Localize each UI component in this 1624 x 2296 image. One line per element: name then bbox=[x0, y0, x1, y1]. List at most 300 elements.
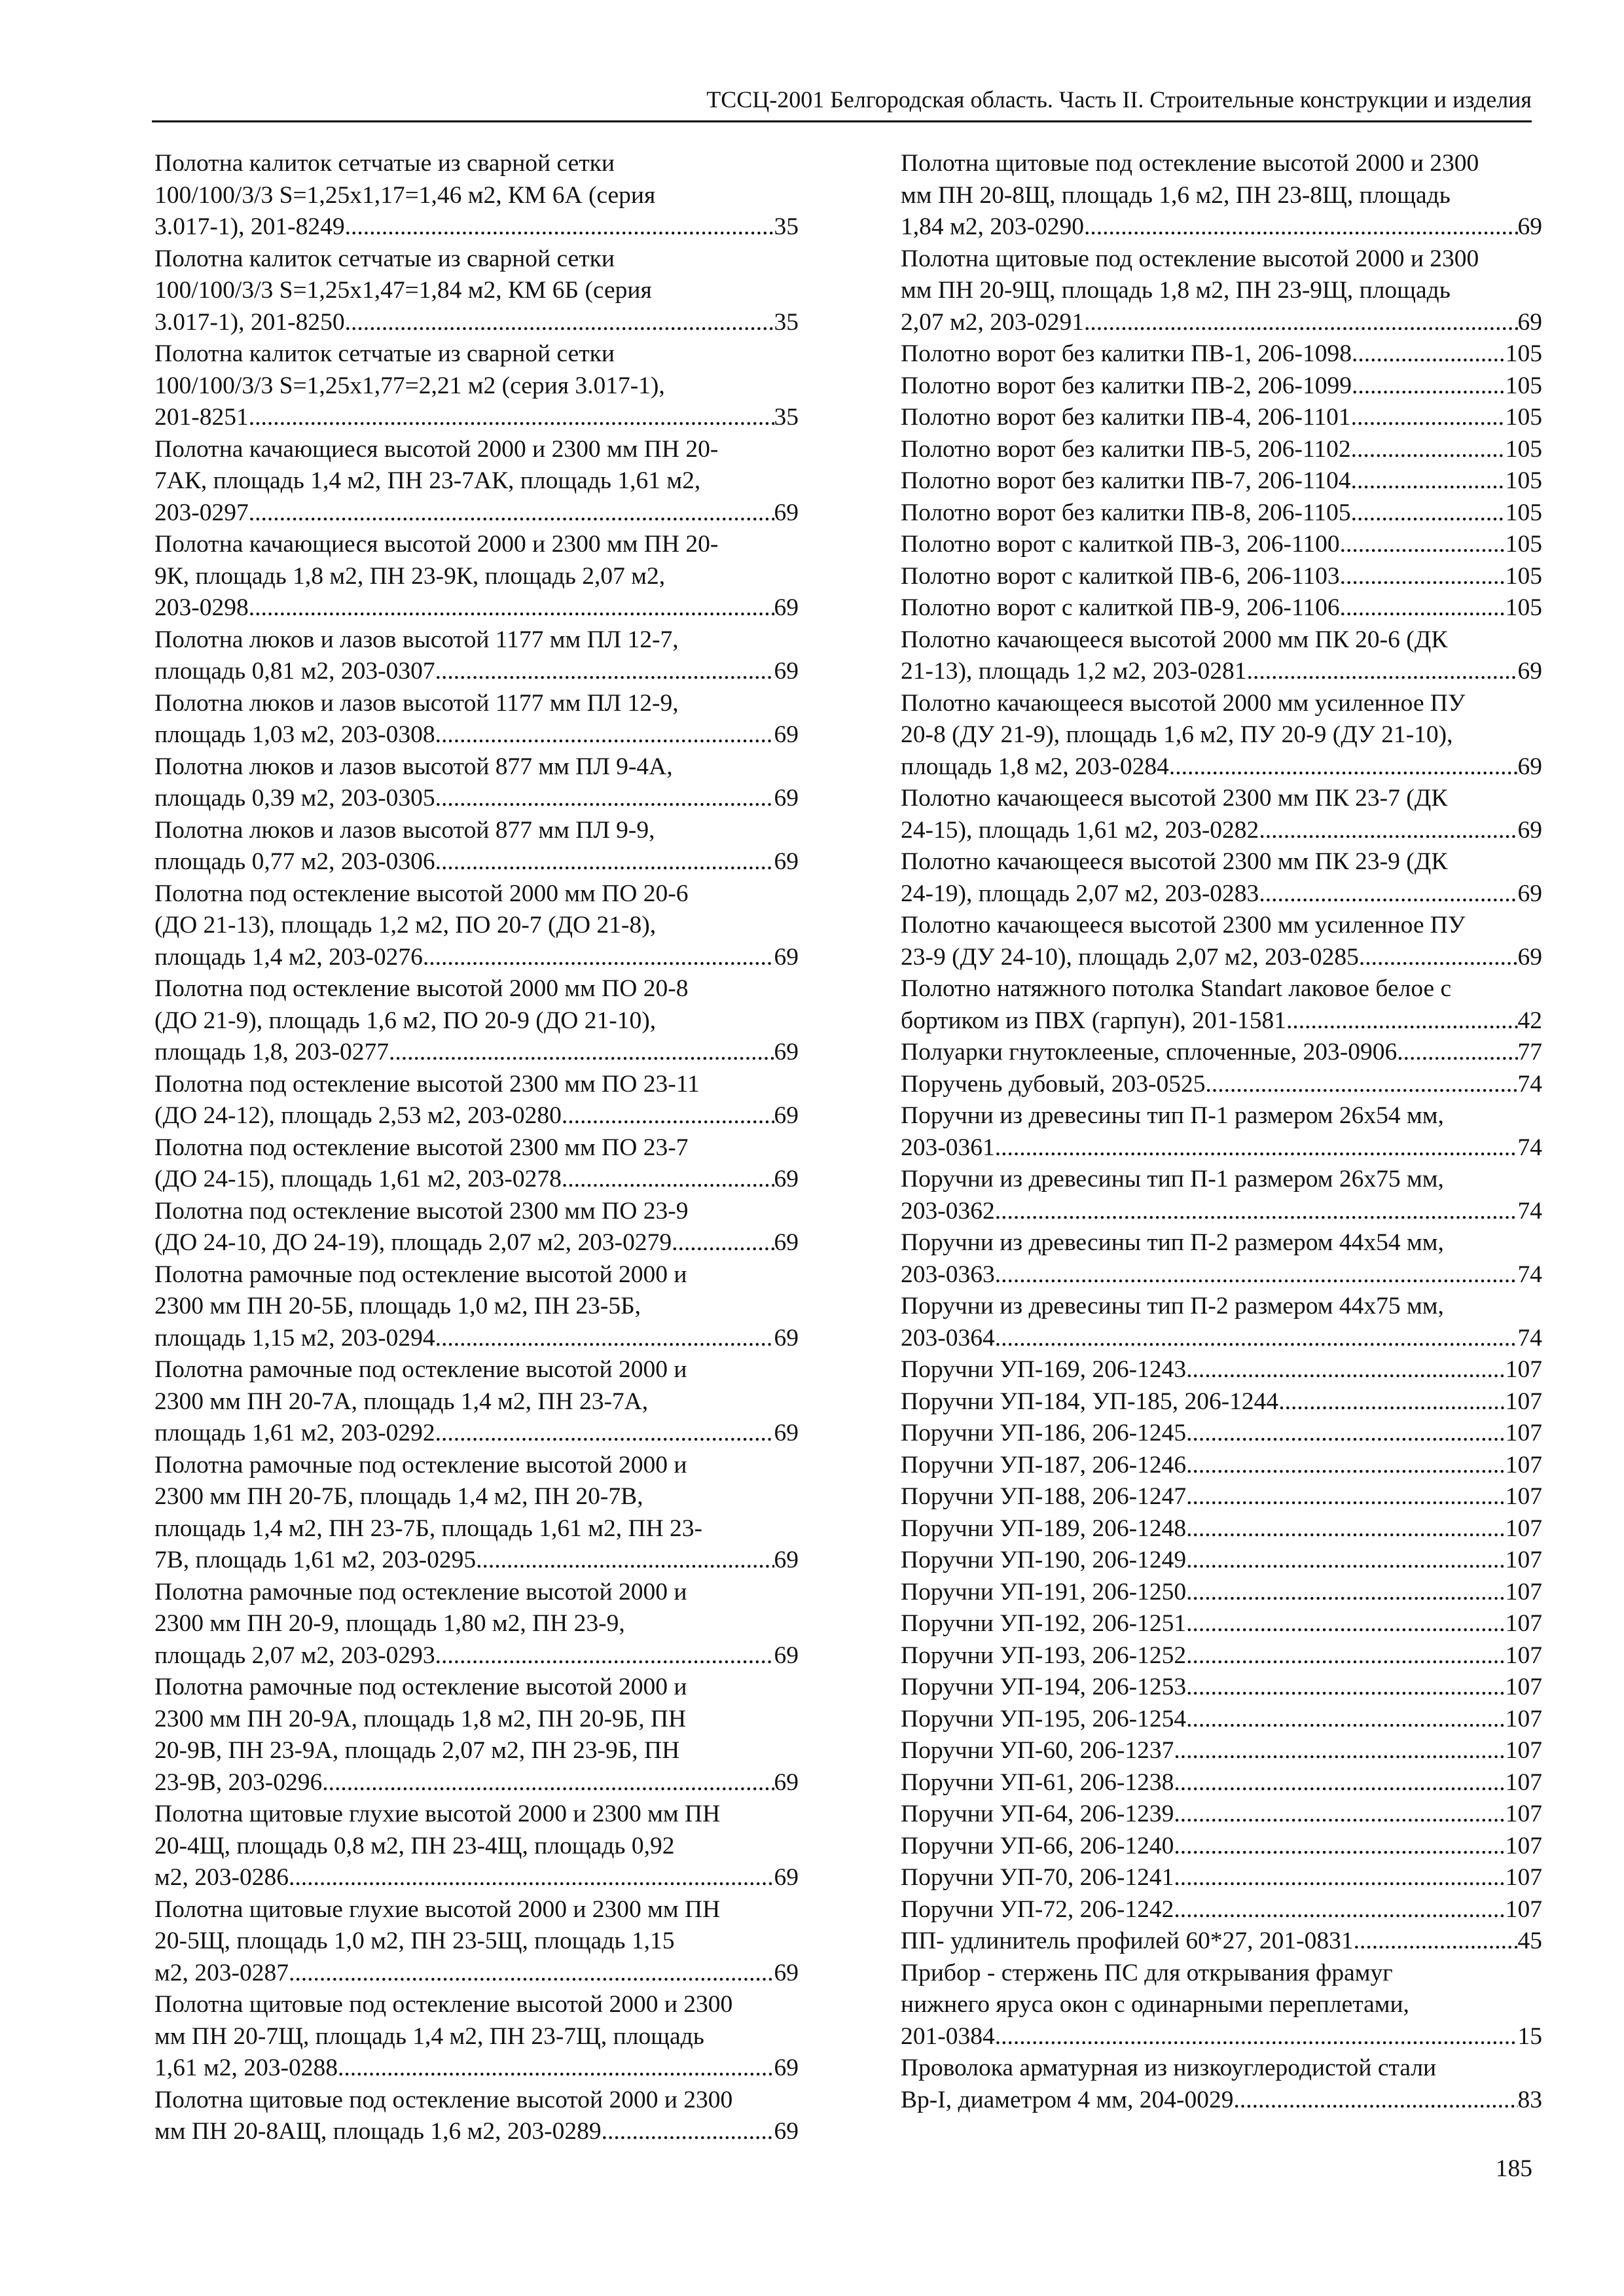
entry-line: Прибор - стержень ПС для открывания фрамуг bbox=[901, 1959, 1393, 1986]
entry-line: 20-9В, ПН 23-9А, площадь 2,07 м2, ПН 23-9Б, ПН bbox=[154, 1737, 680, 1764]
dot-leader bbox=[1174, 1831, 1505, 1863]
index-entry bbox=[901, 1481, 1542, 1513]
index-entry bbox=[154, 434, 799, 529]
page-reference: 107 bbox=[1505, 1547, 1542, 1573]
entry-last-line bbox=[154, 402, 799, 434]
entry-text: Поручни УП-186, 206-1245 bbox=[901, 1420, 1187, 1446]
index-entry bbox=[901, 1577, 1542, 1609]
dot-leader bbox=[435, 846, 774, 878]
dot-leader bbox=[345, 307, 774, 339]
entry-line: Полотна качающиеся высотой 2000 и 2300 мм ПН 20- bbox=[154, 531, 719, 558]
running-header bbox=[152, 84, 1532, 122]
entry-line: Полотна рамочные под остекление высотой 2000 и bbox=[154, 1261, 687, 1288]
dot-leader bbox=[249, 402, 774, 434]
entry-last-line bbox=[154, 2053, 799, 2085]
index-entry bbox=[901, 624, 1542, 688]
entry-last-line bbox=[901, 1132, 1542, 1164]
entry-text: площадь 2,07 м2, 203-0293 bbox=[154, 1641, 435, 1669]
entry-last-line bbox=[901, 878, 1542, 910]
page-number: 185 bbox=[1495, 2155, 1532, 2182]
dot-leader bbox=[1352, 338, 1506, 370]
dot-leader bbox=[1186, 1354, 1506, 1386]
dot-leader bbox=[562, 1100, 774, 1132]
entry-text: площадь 1,8 м2, 203-0284 bbox=[901, 753, 1169, 780]
entry-text: 1,84 м2, 203-0290 bbox=[901, 213, 1084, 240]
dot-leader bbox=[1186, 1513, 1506, 1545]
entry-last-line bbox=[901, 1799, 1542, 1831]
page-reference: 107 bbox=[1505, 1515, 1542, 1542]
page-reference: 69 bbox=[774, 1768, 799, 1796]
entry-last-line bbox=[154, 1418, 799, 1450]
entry-last-line bbox=[901, 1481, 1542, 1513]
dot-leader bbox=[1259, 815, 1517, 847]
entry-line: Полотна рамочные под остекление высотой 2000 и bbox=[154, 1578, 687, 1605]
entry-text: Полотно ворот без калитки ПВ-1, 206-1098 bbox=[901, 340, 1352, 367]
index-entry bbox=[154, 1577, 799, 1672]
dot-leader bbox=[1174, 1767, 1505, 1799]
page-reference: 69 bbox=[774, 1102, 799, 1129]
index-column-right bbox=[901, 148, 1542, 2116]
entry-text: Поручни УП-72, 206-1242 bbox=[901, 1895, 1174, 1923]
entry-text: площадь 1,61 м2, 203-0292 bbox=[154, 1420, 435, 1446]
entry-line: Полотна щитовые под остекление высотой 2000 и 2300 bbox=[154, 2086, 733, 2113]
index-entry bbox=[901, 1640, 1542, 1672]
page-reference: 69 bbox=[1517, 943, 1542, 971]
entry-last-line bbox=[154, 307, 799, 339]
index-entry bbox=[154, 815, 799, 878]
page-reference: 77 bbox=[1517, 1039, 1542, 1066]
entry-text: 203-0297 bbox=[154, 499, 249, 526]
page-reference: 107 bbox=[1505, 1356, 1542, 1383]
dot-leader bbox=[1186, 1418, 1506, 1450]
page-reference: 69 bbox=[1517, 753, 1542, 780]
entry-line: Полотна под остекление высотой 2300 мм ПО 23-9 bbox=[154, 1197, 689, 1225]
entry-last-line bbox=[901, 307, 1542, 339]
entry-line: 2300 мм ПН 20-7А, площадь 1,4 м2, ПН 23-7А, bbox=[154, 1388, 649, 1415]
index-entry bbox=[901, 973, 1542, 1037]
entry-line: Полотна рамочные под остекление высотой 2000 и bbox=[154, 1356, 687, 1383]
entry-text: Полотно ворот без калитки ПВ-8, 206-1105 bbox=[901, 499, 1351, 526]
page-reference: 107 bbox=[1505, 1832, 1542, 1859]
entry-line: Полотна щитовые под остекление высотой 2000 и 2300 bbox=[901, 150, 1479, 177]
index-entry bbox=[901, 1735, 1542, 1767]
page-reference: 107 bbox=[1505, 1610, 1542, 1637]
page-reference: 69 bbox=[774, 943, 799, 971]
entry-last-line bbox=[901, 1704, 1542, 1736]
entry-text: Поручень дубовый, 203-0525 bbox=[901, 1070, 1206, 1098]
page-reference: 107 bbox=[1505, 1388, 1542, 1415]
page-reference: 69 bbox=[774, 499, 799, 526]
entry-line: 2300 мм ПН 20-5Б, площадь 1,0 м2, ПН 23-5Б, bbox=[154, 1293, 641, 1319]
entry-line: Полотна щитовые под остекление высотой 2000 и 2300 bbox=[154, 1991, 733, 2018]
entry-text: 203-0363 bbox=[901, 1261, 995, 1288]
entry-last-line bbox=[154, 1767, 799, 1799]
entry-text: Поручни УП-61, 206-1238 bbox=[901, 1768, 1174, 1796]
page-reference: 107 bbox=[1505, 1483, 1542, 1510]
entry-last-line bbox=[901, 402, 1542, 434]
dot-leader bbox=[1351, 402, 1506, 434]
entry-line: Полотна люков и лазов высотой 1177 мм ПЛ 12-7, bbox=[154, 626, 679, 653]
entry-last-line bbox=[901, 1513, 1542, 1545]
index-entry bbox=[901, 497, 1542, 529]
entry-text: Поручни УП-193, 206-1252 bbox=[901, 1641, 1187, 1669]
page-reference: 69 bbox=[774, 2118, 799, 2145]
index-entry bbox=[154, 243, 799, 339]
entry-text: Полотно ворот без калитки ПВ-2, 206-1099 bbox=[901, 372, 1352, 399]
entry-line: Полотно натяжного потолка Standart лаковое белое с bbox=[901, 975, 1452, 1002]
dot-leader bbox=[1359, 942, 1518, 974]
entry-text: мм ПН 20-8АЩ, площадь 1,6 м2, 203-0289 bbox=[154, 2118, 602, 2145]
entry-line: Проволока арматурная из низкоуглеродистой стали bbox=[901, 2054, 1437, 2081]
entry-text: 203-0298 bbox=[154, 594, 249, 621]
dot-leader bbox=[1340, 561, 1506, 593]
entry-text: площадь 1,03 м2, 203-0308 bbox=[154, 721, 435, 748]
index-entry bbox=[901, 1450, 1542, 1482]
entry-text: 24-15), площадь 1,61 м2, 203-0282 bbox=[901, 816, 1259, 844]
dot-leader bbox=[345, 211, 774, 243]
page-reference: 107 bbox=[1505, 1801, 1542, 1827]
dot-leader bbox=[1397, 1037, 1517, 1069]
dot-leader bbox=[1352, 370, 1506, 403]
entry-text: Поручни УП-169, 206-1243 bbox=[901, 1356, 1187, 1383]
entry-text: м2, 203-0286 bbox=[154, 1864, 289, 1891]
entry-last-line bbox=[901, 1640, 1542, 1672]
entry-last-line bbox=[901, 1418, 1542, 1450]
entry-last-line bbox=[901, 1005, 1542, 1037]
entry-last-line bbox=[154, 1545, 799, 1577]
entry-line: Полотна под остекление высотой 2000 мм ПО 20-6 bbox=[154, 880, 689, 907]
page-reference: 107 bbox=[1505, 1578, 1542, 1605]
entry-last-line bbox=[154, 942, 799, 974]
dot-leader bbox=[1084, 211, 1518, 243]
entry-text: Полотно ворот с калиткой ПВ-6, 206-1103 bbox=[901, 562, 1340, 590]
entry-text: Поручни УП-184, УП-185, 206-1244 bbox=[901, 1388, 1279, 1415]
entry-line: Полотна под остекление высотой 2300 мм ПО 23-7 bbox=[154, 1134, 689, 1161]
index-entry bbox=[901, 1894, 1542, 1926]
dot-leader bbox=[289, 1958, 774, 1990]
entry-text: Поручни УП-195, 206-1254 bbox=[901, 1705, 1187, 1732]
entry-last-line bbox=[901, 1767, 1542, 1799]
entry-last-line bbox=[901, 434, 1542, 466]
page-reference: 69 bbox=[774, 658, 799, 685]
entry-last-line bbox=[901, 1354, 1542, 1386]
page-reference: 69 bbox=[774, 785, 799, 812]
entry-text: м2, 203-0287 bbox=[154, 1959, 289, 1986]
page-reference: 74 bbox=[1517, 1197, 1542, 1225]
entry-last-line bbox=[901, 2085, 1542, 2117]
entry-text: 23-9 (ДУ 24-10), площадь 2,07 м2, 203-0285 bbox=[901, 943, 1359, 971]
entry-line: (ДО 21-13), площадь 1,2 м2, ПО 20-7 (ДО 21-8), bbox=[154, 912, 657, 939]
page-reference: 69 bbox=[774, 1324, 799, 1352]
entry-last-line bbox=[901, 211, 1542, 243]
entry-text: 23-9В, 203-0296 bbox=[154, 1768, 323, 1796]
index-entry bbox=[901, 1799, 1542, 1831]
entry-last-line bbox=[901, 592, 1542, 624]
entry-text: Поручни УП-191, 206-1250 bbox=[901, 1578, 1187, 1605]
entry-line: 9К, площадь 1,8 м2, ПН 23-9К, площадь 2,07 м2, bbox=[154, 562, 666, 590]
index-entry bbox=[901, 783, 1542, 846]
dot-leader bbox=[1186, 1577, 1506, 1609]
dot-leader bbox=[995, 1132, 1518, 1164]
entry-last-line bbox=[154, 497, 799, 529]
entry-text: Полотно ворот с калиткой ПВ-9, 206-1106 bbox=[901, 594, 1340, 621]
index-entry bbox=[154, 1259, 799, 1355]
page-reference: 105 bbox=[1505, 435, 1542, 463]
entry-last-line bbox=[154, 719, 799, 751]
index-entry bbox=[154, 624, 799, 688]
entry-line: Полотно качающееся высотой 2300 мм ПК 23-9 (ДК bbox=[901, 848, 1448, 875]
index-entry bbox=[901, 338, 1542, 370]
entry-last-line bbox=[901, 656, 1542, 688]
dot-leader bbox=[1174, 1894, 1505, 1926]
entry-text: 7В, площадь 1,61 м2, 203-0295 bbox=[154, 1547, 477, 1573]
entry-line: Поручни из древесины тип П-1 размером 26х75 мм, bbox=[901, 1166, 1444, 1193]
running-header-title: ТССЦ-2001 Белгородская область. Часть II. Строительные конструкции и изделия bbox=[706, 86, 1532, 113]
entry-line: Полотна щитовые глухие высотой 2000 и 2300 мм ПН bbox=[154, 1801, 721, 1827]
index-entry bbox=[901, 529, 1542, 561]
page-reference: 107 bbox=[1505, 1674, 1542, 1700]
entry-text: 21-13), площадь 1,2 м2, 203-0281 bbox=[901, 658, 1247, 685]
dot-leader bbox=[1169, 751, 1518, 783]
index-entry bbox=[901, 1831, 1542, 1863]
entry-line: 2300 мм ПН 20-9А, площадь 1,8 м2, ПН 20-9Б, ПН bbox=[154, 1705, 687, 1732]
dot-leader bbox=[672, 1227, 774, 1259]
page-reference: 42 bbox=[1517, 1007, 1542, 1034]
index-entry bbox=[901, 1069, 1542, 1101]
index-entry bbox=[901, 2053, 1542, 2116]
page-reference: 105 bbox=[1505, 531, 1542, 558]
entry-text: 201-0384 bbox=[901, 2022, 995, 2050]
entry-line: Полотна щитовые глухие высотой 2000 и 2300 мм ПН bbox=[154, 1895, 721, 1923]
page-reference: 74 bbox=[1517, 1134, 1542, 1161]
entry-last-line bbox=[901, 465, 1542, 497]
dot-leader bbox=[389, 1037, 774, 1069]
dot-leader bbox=[435, 719, 774, 751]
entry-last-line bbox=[901, 1069, 1542, 1101]
index-entry bbox=[901, 370, 1542, 403]
entry-text: Поручни УП-194, 206-1253 bbox=[901, 1674, 1187, 1700]
entry-last-line bbox=[901, 1545, 1542, 1577]
dot-leader bbox=[562, 1164, 774, 1196]
entry-text: площадь 0,81 м2, 203-0307 bbox=[154, 658, 435, 685]
dot-leader bbox=[1351, 465, 1506, 497]
entry-line: мм ПН 20-8Щ, площадь 1,6 м2, ПН 23-8Щ, площадь bbox=[901, 181, 1451, 209]
entry-line: 2300 мм ПН 20-7Б, площадь 1,4 м2, ПН 20-7В, bbox=[154, 1483, 643, 1510]
entry-line: Поручни из древесины тип П-1 размером 26х54 мм, bbox=[901, 1102, 1444, 1129]
page-reference: 107 bbox=[1505, 1737, 1542, 1764]
index-entry bbox=[154, 688, 799, 751]
page-reference: 107 bbox=[1505, 1768, 1542, 1796]
page-reference: 107 bbox=[1505, 1895, 1542, 1923]
index-entry bbox=[901, 1545, 1542, 1577]
entry-text: бортиком из ПВХ (гарпун), 201-1581 bbox=[901, 1007, 1286, 1034]
index-entry bbox=[901, 561, 1542, 593]
entry-last-line bbox=[154, 211, 799, 243]
entry-line: площадь 1,4 м2, ПН 23-7Б, площадь 1,61 м2, ПН 23- bbox=[154, 1515, 703, 1542]
page-reference: 105 bbox=[1505, 372, 1542, 399]
entry-line: Полотна рамочные под остекление высотой 2000 и bbox=[154, 1674, 687, 1700]
page-reference: 69 bbox=[774, 1547, 799, 1573]
index-entry bbox=[154, 1196, 799, 1259]
entry-line: 100/100/3/3 S=1,25х1,77=2,21 м2 (серия 3.017-1), bbox=[154, 372, 665, 399]
dot-leader bbox=[249, 497, 774, 529]
dot-leader bbox=[1186, 1545, 1506, 1577]
index-entry bbox=[154, 878, 799, 974]
entry-text: Поручни УП-188, 206-1247 bbox=[901, 1483, 1187, 1510]
page-reference: 107 bbox=[1505, 1420, 1542, 1446]
entry-line: Полотна люков и лазов высотой 1177 мм ПЛ 12-9, bbox=[154, 689, 679, 717]
entry-last-line bbox=[901, 1196, 1542, 1228]
dot-leader bbox=[1084, 307, 1518, 339]
dot-leader bbox=[1286, 1005, 1518, 1037]
entry-text: 201-8251 bbox=[154, 404, 249, 431]
entry-last-line bbox=[901, 1862, 1542, 1894]
dot-leader bbox=[435, 1418, 774, 1450]
index-entry bbox=[901, 688, 1542, 783]
entry-last-line bbox=[901, 942, 1542, 974]
entry-line: Полотно качающееся высотой 2300 мм ПК 23-7 (ДК bbox=[901, 785, 1448, 812]
index-entry bbox=[901, 846, 1542, 910]
index-entry bbox=[901, 1608, 1542, 1640]
dot-leader bbox=[1174, 1735, 1505, 1767]
entry-line: 100/100/3/3 S=1,25х1,47=1,84 м2, КМ 6Б (серия bbox=[154, 277, 652, 304]
page-reference: 105 bbox=[1505, 594, 1542, 621]
index-entry bbox=[901, 1672, 1542, 1704]
index-entry bbox=[901, 1100, 1542, 1164]
entry-text: Поручни УП-64, 206-1239 bbox=[901, 1801, 1174, 1827]
entry-text: Поручни УП-70, 206-1241 bbox=[901, 1864, 1174, 1891]
index-entry bbox=[901, 592, 1542, 624]
entry-last-line bbox=[154, 592, 799, 624]
entry-line: Полотна рамочные под остекление высотой 2000 и bbox=[154, 1451, 687, 1479]
dot-leader bbox=[1278, 1386, 1506, 1418]
dot-leader bbox=[435, 656, 774, 688]
page-reference: 69 bbox=[774, 1229, 799, 1256]
entry-last-line bbox=[154, 1037, 799, 1069]
entry-text: ПП- удлинитель профилей 60*27, 201-0831 bbox=[901, 1928, 1354, 1954]
entry-last-line bbox=[154, 1164, 799, 1196]
index-entry bbox=[901, 243, 1542, 339]
entry-text: Полотно ворот без калитки ПВ-4, 206-1101 bbox=[901, 404, 1351, 431]
dot-leader bbox=[1186, 1481, 1506, 1513]
entry-line: Полотна люков и лазов высотой 877 мм ПЛ 9-4А, bbox=[154, 753, 673, 780]
dot-leader bbox=[1233, 2085, 1517, 2117]
entry-last-line bbox=[901, 1926, 1542, 1958]
entry-text: 3.017-1), 201-8249 bbox=[154, 213, 345, 240]
entry-text: Поручни УП-60, 206-1237 bbox=[901, 1737, 1174, 1764]
dot-leader bbox=[602, 2116, 774, 2148]
page-reference: 105 bbox=[1505, 562, 1542, 590]
index-entry bbox=[154, 1989, 799, 2085]
dot-leader bbox=[1186, 1608, 1506, 1640]
index-entry bbox=[901, 402, 1542, 434]
entry-line: Полотна под остекление высотой 2300 мм ПО 23-11 bbox=[154, 1070, 700, 1098]
dot-leader bbox=[1186, 1640, 1506, 1672]
entry-line: (ДО 21-9), площадь 1,6 м2, ПО 20-9 (ДО 21-10), bbox=[154, 1007, 657, 1034]
entry-line: Полотна калиток сетчатые из сварной сетки bbox=[154, 340, 615, 367]
page-reference: 105 bbox=[1505, 404, 1542, 431]
entry-text: (ДО 24-10, ДО 24-19), площадь 2,07 м2, 203-0279 bbox=[154, 1229, 672, 1256]
page-reference: 107 bbox=[1505, 1864, 1542, 1891]
entry-text: Поручни УП-192, 206-1251 bbox=[901, 1610, 1187, 1637]
entry-text: площадь 1,15 м2, 203-0294 bbox=[154, 1324, 435, 1352]
entry-text: Полотно ворот без калитки ПВ-7, 206-1104 bbox=[901, 467, 1351, 494]
entry-line: Поручни из древесины тип П-2 размером 44х75 мм, bbox=[901, 1293, 1444, 1319]
index-entry bbox=[154, 1354, 799, 1450]
page-reference: 69 bbox=[1517, 816, 1542, 844]
entry-last-line bbox=[901, 1577, 1542, 1609]
dot-leader bbox=[322, 1767, 774, 1799]
page-reference: 105 bbox=[1505, 499, 1542, 526]
index-entry bbox=[154, 148, 799, 243]
page-reference: 69 bbox=[774, 1959, 799, 1986]
entry-text: 1,61 м2, 203-0288 bbox=[154, 2054, 338, 2081]
entry-text: площадь 1,4 м2, 203-0276 bbox=[154, 943, 423, 971]
page-reference: 69 bbox=[774, 2054, 799, 2081]
dot-leader bbox=[435, 783, 774, 815]
entry-text: 3.017-1), 201-8250 bbox=[154, 308, 345, 336]
index-entry bbox=[901, 465, 1542, 497]
entry-last-line bbox=[901, 1259, 1542, 1291]
entry-text: Полотно ворот без калитки ПВ-5, 206-1102 bbox=[901, 435, 1351, 463]
entry-line: Полотно качающееся высотой 2000 мм усиленное ПУ bbox=[901, 689, 1466, 717]
entry-line: мм ПН 20-9Щ, площадь 1,8 м2, ПН 23-9Щ, площадь bbox=[901, 277, 1451, 304]
entry-last-line bbox=[154, 1640, 799, 1672]
entry-last-line bbox=[154, 846, 799, 878]
dot-leader bbox=[338, 2053, 774, 2085]
entry-line: 20-8 (ДУ 21-9), площадь 1,6 м2, ПУ 20-9 (ДУ 21-10), bbox=[901, 721, 1453, 748]
page-reference: 69 bbox=[1517, 880, 1542, 907]
entry-text: (ДО 24-15), площадь 1,61 м2, 203-0278 bbox=[154, 1166, 562, 1193]
page-reference: 107 bbox=[1505, 1705, 1542, 1732]
entry-last-line bbox=[154, 1227, 799, 1259]
index-entry bbox=[901, 1354, 1542, 1386]
page-reference: 107 bbox=[1505, 1641, 1542, 1669]
entry-last-line bbox=[154, 783, 799, 815]
entry-last-line bbox=[154, 2116, 799, 2148]
entry-text: Поручни УП-189, 206-1248 bbox=[901, 1515, 1187, 1542]
index-column-left bbox=[154, 148, 799, 2148]
entry-last-line bbox=[901, 561, 1542, 593]
page-reference: 69 bbox=[774, 1420, 799, 1446]
entry-last-line bbox=[901, 1450, 1542, 1482]
entry-line: Поручни из древесины тип П-2 размером 44х54 мм, bbox=[901, 1229, 1444, 1256]
entry-last-line bbox=[901, 370, 1542, 403]
entry-text: Поручни УП-187, 206-1246 bbox=[901, 1451, 1187, 1479]
dot-leader bbox=[249, 592, 774, 624]
entry-text: 203-0362 bbox=[901, 1197, 995, 1225]
entry-last-line bbox=[901, 1894, 1542, 1926]
entry-text: 203-0364 bbox=[901, 1324, 995, 1352]
page-reference: 74 bbox=[1517, 1070, 1542, 1098]
page-reference: 74 bbox=[1517, 1324, 1542, 1352]
entry-last-line bbox=[154, 656, 799, 688]
page-reference: 45 bbox=[1517, 1928, 1542, 1954]
index-entry bbox=[901, 1386, 1542, 1418]
dot-leader bbox=[1174, 1799, 1505, 1831]
index-entry bbox=[901, 1418, 1542, 1450]
dot-leader bbox=[289, 1862, 774, 1894]
dot-leader bbox=[995, 1323, 1518, 1355]
entry-text: 2,07 м2, 203-0291 bbox=[901, 308, 1084, 336]
page-reference: 74 bbox=[1517, 1261, 1542, 1288]
dot-leader bbox=[995, 1259, 1518, 1291]
page-reference: 105 bbox=[1505, 340, 1542, 367]
index-entry bbox=[901, 1513, 1542, 1545]
entry-line: 7АК, площадь 1,4 м2, ПН 23-7АК, площадь 1,61 м2, bbox=[154, 467, 701, 494]
entry-line: Полотна калиток сетчатые из сварной сетки bbox=[154, 150, 615, 177]
entry-text: Вр-I, диаметром 4 мм, 204-0029 bbox=[901, 2086, 1234, 2113]
